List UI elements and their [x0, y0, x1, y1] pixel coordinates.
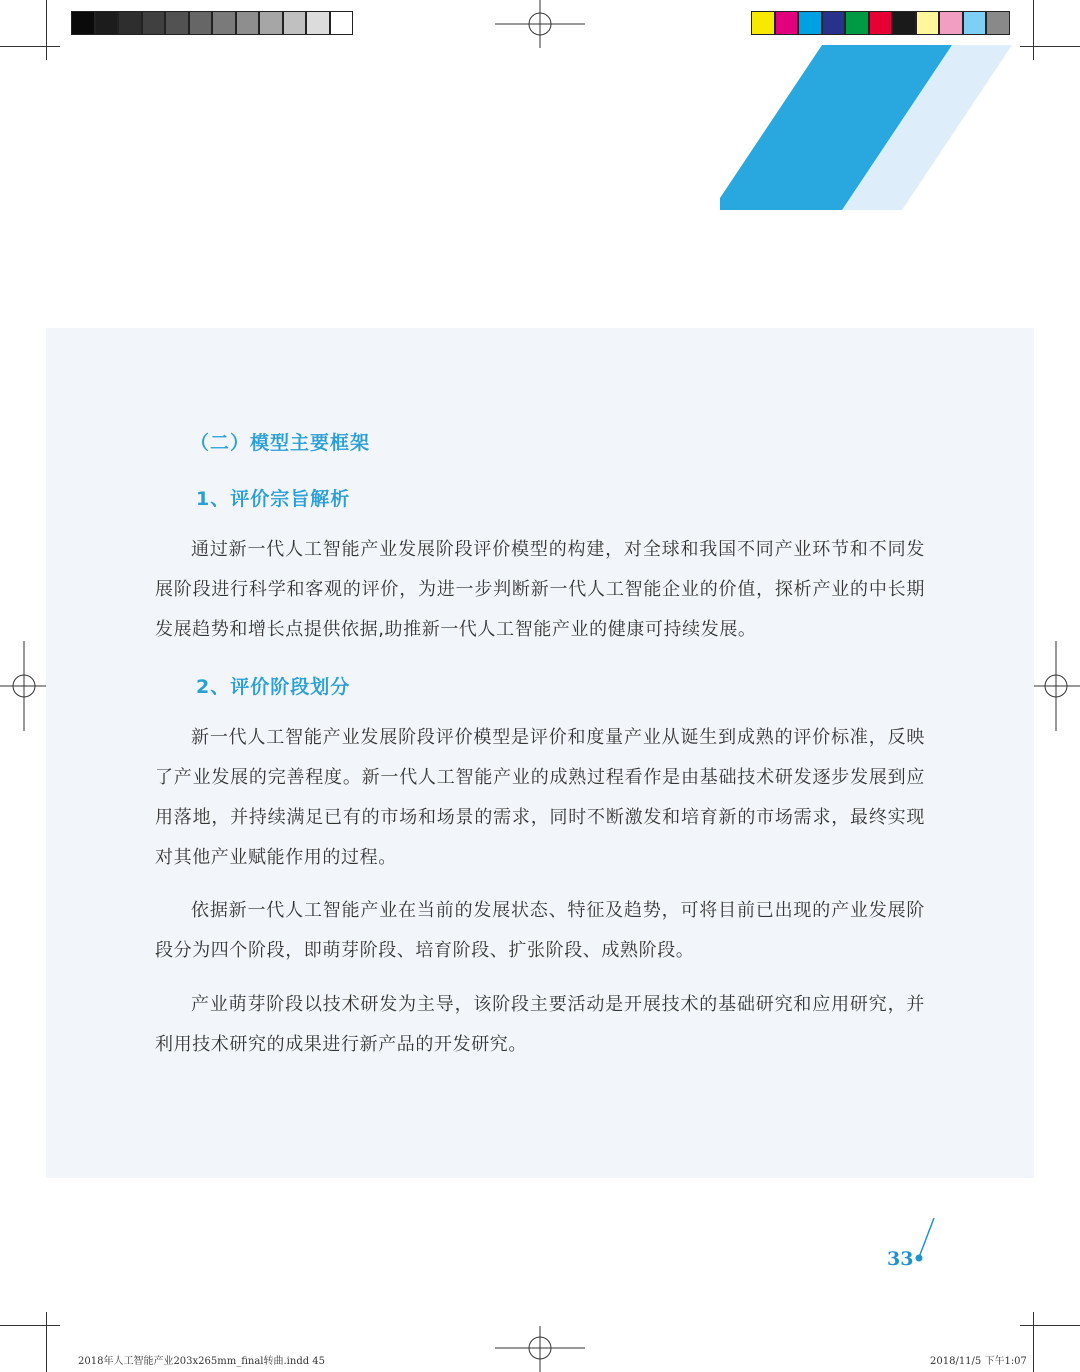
calibration-swatch	[95, 11, 119, 35]
calibration-swatch	[212, 11, 236, 35]
calibration-swatch	[142, 11, 166, 35]
calibration-swatch	[939, 11, 963, 35]
paragraph: 新一代人工智能产业发展阶段评价模型是评价和度量产业从诞生到成熟的评价标准，反映了产业发展的完善程度。新一代人工智能产业的成熟过程看作是由基础技术研发逐步发展到应用落地，并持续满足已有的市场和场景的需求，同时不断激发和培育新的市场需求，最终实现对其他产业赋能作用的过程。	[155, 727, 925, 868]
calibration-swatch	[916, 11, 940, 35]
calibration-swatch	[118, 11, 142, 35]
paragraph: 通过新一代人工智能产业发展阶段评价模型的构建，对全球和我国不同产业环节和不同发展阶段进行科学和客观的评价，为进一步判断新一代人工智能企业的价值，探析产业的中长期发展趋势和增长点提供依据,助推新一代人工智能产业的健康可持续发展。	[155, 539, 925, 640]
decorative-diagonal-stripes	[720, 45, 1020, 210]
calibration-swatch	[71, 11, 95, 35]
calibration-swatch	[330, 11, 354, 35]
registration-mark-bottom	[495, 1326, 585, 1372]
calibration-swatch	[189, 11, 213, 35]
calibration-swatch	[259, 11, 283, 35]
calibration-swatch	[306, 11, 330, 35]
subsection-heading-1: 1、评价宗旨解析	[196, 488, 351, 510]
page-number: 33	[887, 1248, 914, 1270]
registration-mark-top	[495, 0, 585, 48]
paragraph: 产业萌芽阶段以技术研发为主导，该阶段主要活动是开展技术的基础研究和应用研究，并利用技术研究的成果进行新产品的开发研究。	[155, 994, 925, 1055]
calibration-swatch	[236, 11, 260, 35]
footer-timestamp: 2018/11/5 下午1:07	[930, 1356, 1027, 1367]
calibration-swatch	[963, 11, 987, 35]
footer-file-name: 2018年人工智能产业203x265mm_final转曲.indd 45	[78, 1356, 326, 1367]
calibration-swatch	[798, 11, 822, 35]
calibration-swatch	[283, 11, 307, 35]
calibration-swatch	[165, 11, 189, 35]
calibration-swatch	[822, 11, 846, 35]
page-number-slash-decoration	[908, 1216, 938, 1268]
section-title: （二）模型主要框架	[190, 432, 371, 454]
calibration-swatch	[845, 11, 869, 35]
calibration-swatch	[751, 11, 775, 35]
registration-mark-right	[1032, 641, 1080, 731]
calibration-swatch	[892, 11, 916, 35]
paragraph: 依据新一代人工智能产业在当前的发展状态、特征及趋势，可将目前已出现的产业发展阶段分为四个阶段，即萌芽阶段、培育阶段、扩张阶段、成熟阶段。	[155, 900, 925, 961]
calibration-swatch	[869, 11, 893, 35]
subsection-heading-2: 2、评价阶段划分	[196, 676, 351, 698]
calibration-swatch	[775, 11, 799, 35]
calibration-swatch	[986, 11, 1010, 35]
registration-mark-left	[0, 641, 48, 731]
